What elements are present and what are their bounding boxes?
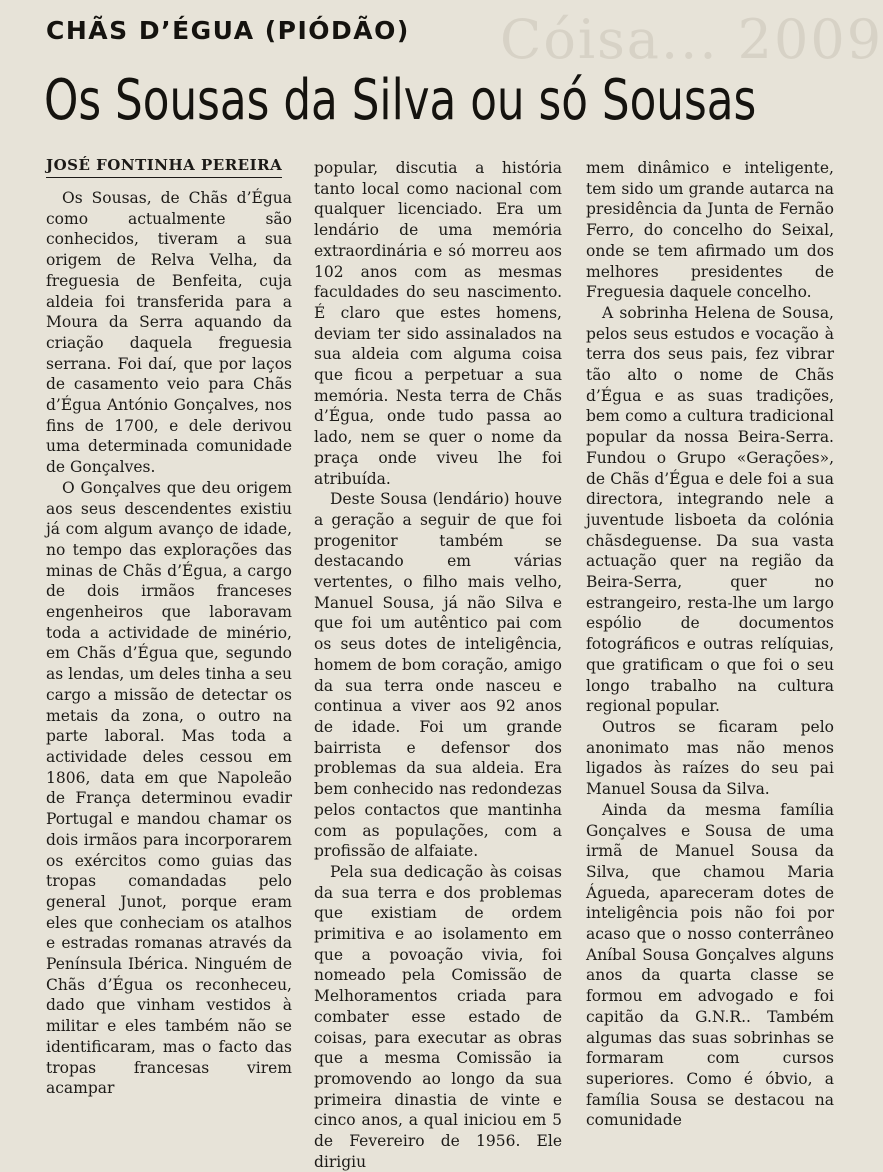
paragraph: Os Sousas, de Chãs d’Égua como actualmente são conhecidos, tiveram a sua origem de Relva Velha, da freguesia de Benfeita, cuja aldeia foi transferida para a Moura da Serra aquando da criação daquela freguesia serrana. Foi daí, que por laços de casamento veio para Chãs d’Égua António Gonçalves, nos fins de 1700, e dele derivou uma determinada comunidade de Gonçalves. [46, 189, 292, 477]
paragraph: Ainda da mesma família Gonçalves e Sousa de uma irmã de Manuel Sousa da Silva, que chamou Maria Águeda, apareceram dotes de inteligência pois não foi por acaso que o nosso conterrâneo Aníbal Sousa Gonçalves alguns anos da quarta classe se formou em advogado e foi capitão da G.N.R.. Também algumas das suas sobrinhas se formaram com cursos superiores. Como é óbvio, a família Sousa se destacou na comunidade [586, 800, 834, 1130]
background-headline-ghost: Cóisa... 2009 [500, 8, 883, 71]
paragraph: mem dinâmico e inteligente, tem sido um grande autarca na presidência da Junta de Fernão Ferro, do concelho do Seixal, onde se tem afirmado um dos melhores presidentes de Freguesia daquele concelho. [586, 159, 834, 302]
article-headline: Os Sousas da Silva ou só Sousas [44, 68, 757, 133]
paragraph: Deste Sousa (lendário) houve a geração a seguir de que foi progenitor também se destacando em várias vertentes, o filho mais velho, Manuel Sousa, já não Silva e que foi um autêntico pai com os seus dotes de inteligência, homem de bom coração, amigo da sua terra onde nasceu e continua a viver aos 92 anos de idade. Foi um grande bairrista e defensor dos problemas da sua aldeia. Era bem conhecido nas redondezas pelos contactos que mantinha com as populações, com a profissão de alfaiate. [314, 490, 562, 861]
paragraph: A sobrinha Helena de Sousa, pelos seus estudos e vocação à terra dos seus pais, fez vibrar tão alto o nome de Chãs d’Égua e as suas tradições, bem como a cultura tradicional popular da nossa Beira-Serra. Fundou o Grupo «Gerações», de Chãs d’Égua e dele foi a sua directora, integrando nele a juventude lisboeta da colónia chãsdeguense. Da sua vasta actuação quer na região da Beira-Serra, quer no estrangeiro, resta-lhe um largo espólio de documentos fotográficos e outras relíquias, que gratificam o que foi o seu longo trabalho na cultura regional popular. [586, 303, 834, 716]
paragraph: Outros se ficaram pelo anonimato mas não menos ligados às raízes do seu pai Manuel Sousa da Silva. [586, 717, 834, 799]
article-column-3 [586, 158, 834, 1130]
paragraph: Pela sua dedicação às coisas da sua terra e dos problemas que existiam de ordem primitiva e ao isolamento em que a povoação vivia, foi nomeado pela Comissão de Melhoramentos criada para combater esse estado de coisas, para executar as obras que a mesma Comissão ia promovendo ao longo da sua primeira dinastia de vinte e cinco anos, a qual iniciou em 5 de Fevereiro de 1956. Ele dirigiu [314, 862, 562, 1171]
article-column-1 [46, 188, 292, 1098]
paragraph: O Gonçalves que deu origem aos seus descendentes existiu já com algum avanço de idade, no tempo das explorações das minas de Chãs d’Égua, a cargo de dois irmãos franceses engenheiros que laboravam toda a actividade de minério, em Chãs d’Égua que, segundo as lendas, um deles tinha a seu cargo a missão de detectar os metais da zona, o outro na parte laboral. Mas toda a actividade deles cessou em 1806, data em que Napoleão de França determinou evadir Portugal e mandou chamar os dois irmãos para incorporarem os exércitos como guias das tropas comandadas pelo general Junot, porque eram eles que conheciam os atalhos e estradas romanas através da Península Ibérica. Ninguém de Chãs d’Égua os reconheceu, dado que vinham vestidos à militar e eles também não se identificaram, mas o facto das tropas francesas virem acampar [46, 478, 292, 1098]
section-kicker: CHÃS D’ÉGUA (PIÓDÃO) [46, 16, 410, 45]
author-byline: JOSÉ FONTINHA PEREIRA [46, 156, 282, 178]
article-column-2 [314, 158, 562, 1171]
paragraph: popular, discutia a história tanto local como nacional com qualquer licenciado. Era um lendário de uma memória extraordinária e só morreu aos 102 anos com as mesmas faculdades do seu nascimento. É claro que estes homens, deviam ter sido assinalados na sua aldeia com alguma coisa que ficou a perpetuar a sua memória. Nesta terra de Chãs d’Égua, onde tudo passa ao lado, nem se quer o nome da praça onde viveu lhe foi atribuída. [314, 159, 562, 488]
